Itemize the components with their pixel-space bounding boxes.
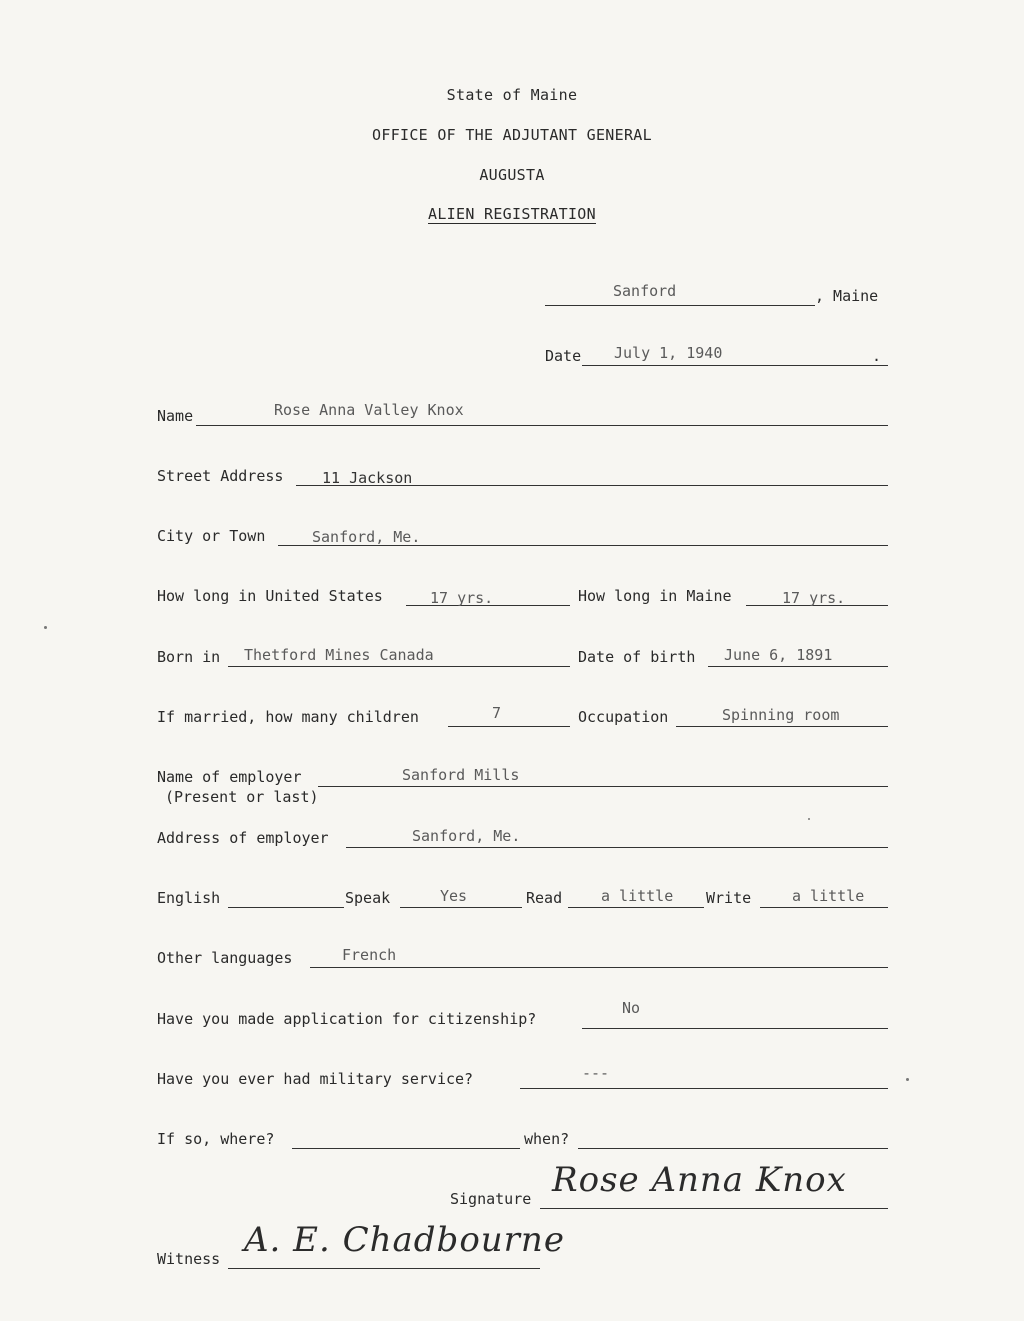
city-heading: AUGUSTA xyxy=(479,166,545,184)
read-line xyxy=(568,907,704,908)
us-years-label: How long in United States xyxy=(157,587,383,605)
signature-line xyxy=(540,1208,888,1209)
witness-handwriting: A. E. Chadbourne xyxy=(244,1220,565,1260)
name-line xyxy=(196,425,888,426)
office-heading: OFFICE OF THE ADJUTANT GENERAL xyxy=(372,126,652,144)
paper-speck xyxy=(906,1078,909,1081)
speak-value: Yes xyxy=(440,887,468,905)
english-line xyxy=(228,907,344,908)
paper-speck xyxy=(808,818,810,820)
other-languages-line xyxy=(310,967,888,968)
witness-label: Witness xyxy=(157,1250,221,1268)
write-label: Write xyxy=(706,889,752,907)
street-label: Street Address xyxy=(157,467,284,485)
signature-handwriting: Rose Anna Knox xyxy=(552,1160,847,1200)
write-line xyxy=(760,907,888,908)
born-in-line xyxy=(228,666,570,667)
english-label: English xyxy=(157,889,221,907)
maine-years-value: 17 yrs. xyxy=(782,589,846,607)
employer-address-label: Address of employer xyxy=(157,829,329,847)
when-line xyxy=(578,1148,888,1149)
street-value: 11 Jackson xyxy=(322,469,413,487)
date-line xyxy=(582,365,888,366)
other-languages-label: Other languages xyxy=(157,949,293,967)
date-value: July 1, 1940 xyxy=(614,344,723,362)
occupation-value: Spinning room xyxy=(722,706,840,724)
write-value: a little xyxy=(792,887,865,905)
town-line xyxy=(545,305,815,306)
employer-value: Sanford Mills xyxy=(402,766,520,784)
city-value: Sanford, Me. xyxy=(312,528,421,546)
state-heading: State of Maine xyxy=(446,86,578,104)
military-label: Have you ever had military service? xyxy=(157,1070,474,1088)
read-value: a little xyxy=(601,887,674,905)
read-label: Read xyxy=(526,889,563,907)
employer-address-line xyxy=(346,847,888,848)
citizenship-line xyxy=(582,1028,888,1029)
born-in-value: Thetford Mines Canada xyxy=(244,646,434,664)
date-end: . xyxy=(872,347,882,365)
date-label: Date xyxy=(545,347,582,365)
witness-line xyxy=(228,1268,540,1269)
signature-label: Signature xyxy=(450,1190,532,1208)
when-label: when? xyxy=(524,1130,570,1148)
speak-label: Speak xyxy=(345,889,391,907)
children-label: If married, how many children xyxy=(157,708,419,726)
children-value: 7 xyxy=(492,704,502,722)
citizenship-value: No xyxy=(622,999,641,1017)
military-value: --- xyxy=(582,1064,610,1082)
military-line xyxy=(520,1088,888,1089)
city-label: City or Town xyxy=(157,527,266,545)
dob-line xyxy=(708,666,888,667)
maine-years-label: How long in Maine xyxy=(578,587,732,605)
speak-line xyxy=(400,907,522,908)
form-title: ALIEN REGISTRATION xyxy=(428,205,596,223)
dob-label: Date of birth xyxy=(578,648,696,666)
paper-speck xyxy=(44,626,47,629)
name-value: Rose Anna Valley Knox xyxy=(274,401,464,419)
occupation-label: Occupation xyxy=(578,708,669,726)
name-label: Name xyxy=(157,407,194,425)
born-in-label: Born in xyxy=(157,648,221,666)
employer-sublabel: (Present or last) xyxy=(165,788,319,806)
employer-address-value: Sanford, Me. xyxy=(412,827,521,845)
other-languages-value: French xyxy=(342,946,397,964)
employer-line xyxy=(318,786,888,787)
us-years-value: 17 yrs. xyxy=(430,589,494,607)
where-label: If so, where? xyxy=(157,1130,275,1148)
occupation-line xyxy=(676,726,888,727)
children-line xyxy=(448,726,570,727)
citizenship-label: Have you made application for citizenship? xyxy=(157,1010,537,1028)
dob-value: June 6, 1891 xyxy=(724,646,833,664)
employer-label: Name of employer xyxy=(157,768,302,786)
state-suffix: , Maine xyxy=(815,287,879,305)
town-value: Sanford xyxy=(613,282,677,300)
where-line xyxy=(292,1148,520,1149)
